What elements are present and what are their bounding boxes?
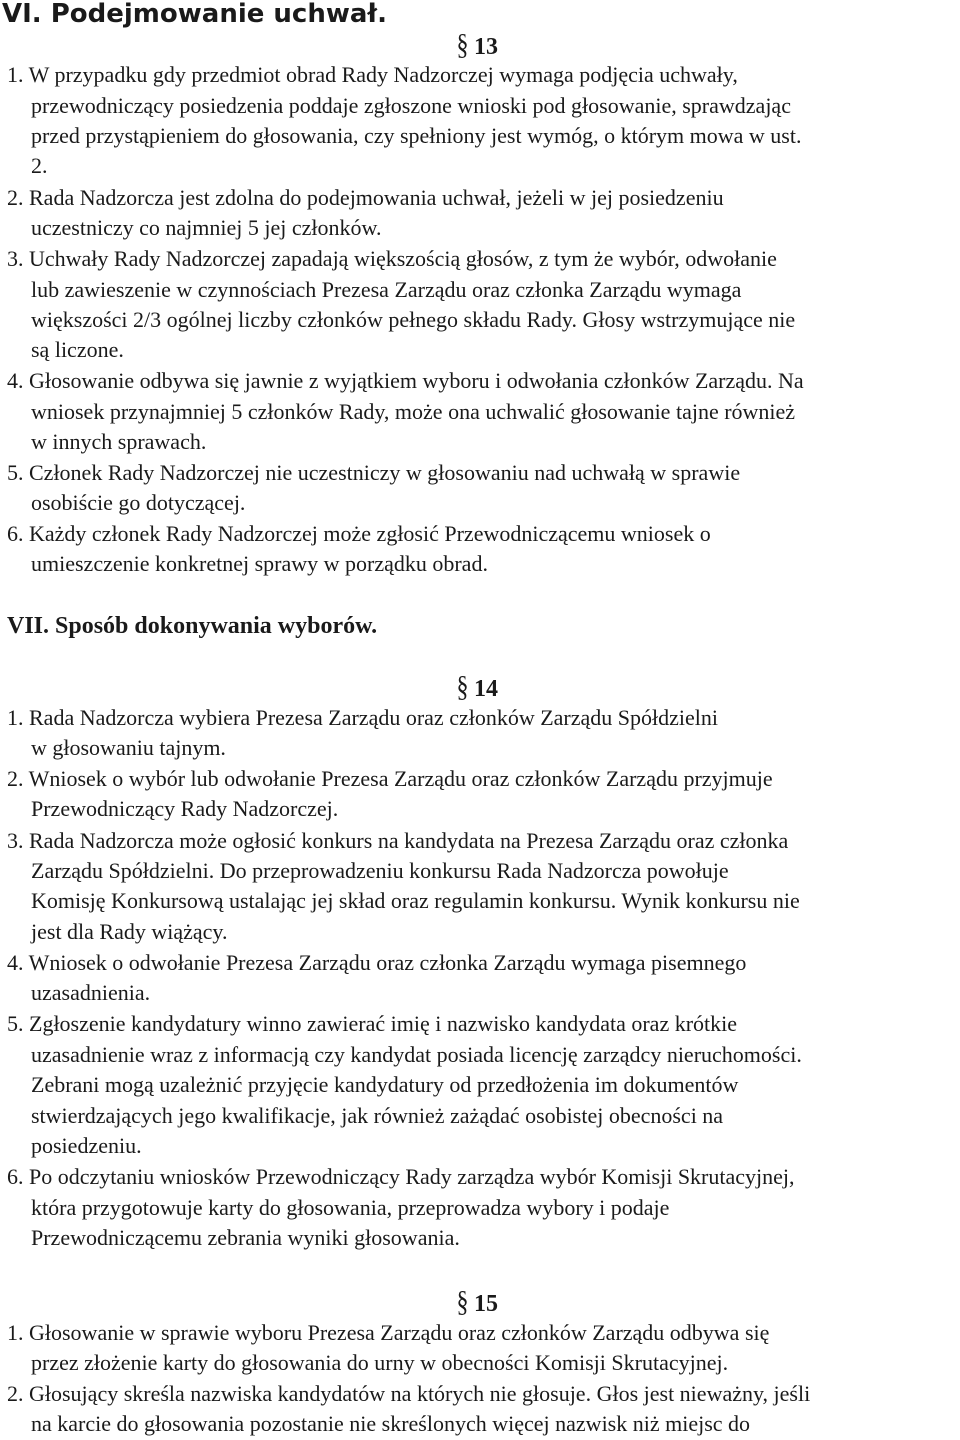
para-13-line: 2. bbox=[31, 153, 48, 178]
para-13-line: przed przystąpieniem do głosowania, czy spełniony jest wymóg, o którym mowa w ust. bbox=[31, 123, 802, 148]
para-13-line: umieszczenie konkretnej sprawy w porządku obrad. bbox=[31, 551, 488, 576]
para-14-line: Przewodniczący Rady Nadzorczej. bbox=[31, 796, 339, 821]
para-14-line: posiedzeniu. bbox=[31, 1133, 142, 1158]
para-15-line: przez złożenie karty do głosowania do urny w obecności Komisji Skrutacyjnej. bbox=[31, 1350, 729, 1375]
para-13-line: 5. Członek Rady Nadzorczej nie uczestniczy w głosowaniu nad uchwałą w sprawie bbox=[7, 460, 741, 485]
para-14-line: 2. Wniosek o wybór lub odwołanie Prezesa Zarządu oraz członków Zarządu przyjmuje bbox=[7, 766, 773, 791]
para-14-line: Zarządu Spółdzielni. Do przeprowadzeniu konkursu Rada Nadzorcza powołuje bbox=[31, 858, 729, 883]
section-7-title: VII. Sposób dokonywania wyborów. bbox=[7, 613, 378, 639]
para-13-line: osobiście go dotyczącej. bbox=[31, 490, 246, 515]
para-13-line: przewodniczący posiedzenia poddaje zgłoszone wnioski pod głosowanie, sprawdzając bbox=[31, 93, 791, 118]
para-15-line: na karcie do głosowania pozostanie nie skreślonych więcej nazwisk niż miejsc do bbox=[31, 1411, 751, 1436]
paragraph-13-number: 13 bbox=[474, 34, 498, 60]
para-13-line: większości 2/3 ogólnej liczby członków pełnego składu Rady. Głosy wstrzymujące nie bbox=[31, 307, 796, 332]
para-14-line: 4. Wniosek o odwołanie Prezesa Zarządu oraz członka Zarządu wymaga pisemnego bbox=[7, 950, 747, 975]
para-14-line: Zebrani mogą uzależnić przyjęcie kandydatury od przedłożenia im dokumentów bbox=[31, 1072, 739, 1097]
para-14-line: Przewodniczącemu zebrania wyniki głosowania. bbox=[31, 1225, 460, 1250]
para-13-line: 1. W przypadku gdy przedmiot obrad Rady Nadzorczej wymaga podjęcia uchwały, bbox=[7, 62, 738, 87]
section-6-title: VI. Podejmowanie uchwał. bbox=[2, 0, 387, 29]
paragraph-14-heading bbox=[455, 672, 498, 704]
section-sign-icon: § bbox=[456, 28, 469, 61]
para-13-line: są liczone. bbox=[31, 337, 124, 362]
para-14-line: stwierdzających jego kwalifikacje, jak również zażądać osobistej obecności na bbox=[31, 1103, 724, 1128]
para-14-line: uzasadnienia. bbox=[31, 980, 151, 1005]
para-14-line: w głosowaniu tajnym. bbox=[31, 735, 226, 760]
para-14-line: która przygotowuje karty do głosowania, przeprowadza wybory i podaje bbox=[31, 1195, 670, 1220]
para-14-line: 5. Zgłoszenie kandydatury winno zawierać imię i nazwisko kandydata oraz krótkie bbox=[7, 1011, 738, 1036]
para-15-line: 2. Głosujący skreśla nazwiska kandydatów na których nie głosuje. Głos jest nieważny, jeśli bbox=[7, 1381, 811, 1406]
para-13-line: wniosek przynajmniej 5 członków Rady, może ona uchwalić głosowanie tajne również bbox=[31, 399, 796, 424]
paragraph-13-heading bbox=[455, 30, 498, 62]
para-15-line: 1. Głosowanie w sprawie wyboru Prezesa Zarządu oraz członków Zarządu odbywa się bbox=[7, 1320, 770, 1345]
para-14-line: uzasadnienie wraz z informacją czy kandydat posiada licencję zarządcy nieruchomości. bbox=[31, 1042, 802, 1067]
section-sign-icon: § bbox=[456, 1285, 469, 1318]
section-sign-icon: § bbox=[456, 670, 469, 703]
para-14-line: 3. Rada Nadzorcza może ogłosić konkurs na kandydata na Prezesa Zarządu oraz członka bbox=[7, 828, 789, 853]
paragraph-14-number: 14 bbox=[474, 676, 498, 702]
paragraph-15-number: 15 bbox=[474, 1291, 498, 1317]
para-14-line: 1. Rada Nadzorcza wybiera Prezesa Zarządu oraz członków Zarządu Spółdzielni bbox=[7, 705, 718, 730]
para-13-line: 3. Uchwały Rady Nadzorczej zapadają większością głosów, z tym że wybór, odwołanie bbox=[7, 246, 777, 271]
para-13-line: lub zawieszenie w czynnościach Prezesa Zarządu oraz członka Zarządu wymaga bbox=[31, 277, 742, 302]
para-13-line: uczestniczy co najmniej 5 jej członków. bbox=[31, 215, 382, 240]
paragraph-15-heading bbox=[455, 1287, 498, 1319]
para-13-line: 6. Każdy członek Rady Nadzorczej może zgłosić Przewodniczącemu wniosek o bbox=[7, 521, 711, 546]
para-14-line: 6. Po odczytaniu wniosków Przewodniczący Rady zarządza wybór Komisji Skrutacyjnej, bbox=[7, 1164, 795, 1189]
para-13-line: 2. Rada Nadzorcza jest zdolna do podejmowania uchwał, jeżeli w jej posiedzeniu bbox=[7, 185, 724, 210]
para-13-line: 4. Głosowanie odbywa się jawnie z wyjątkiem wyboru i odwołania członków Zarządu. Na bbox=[7, 368, 804, 393]
para-14-line: jest dla Rady wiążący. bbox=[31, 919, 228, 944]
para-14-line: Komisję Konkursową ustalając jej skład oraz regulamin konkursu. Wynik konkursu nie bbox=[31, 888, 800, 913]
para-13-line: w innych sprawach. bbox=[31, 429, 207, 454]
